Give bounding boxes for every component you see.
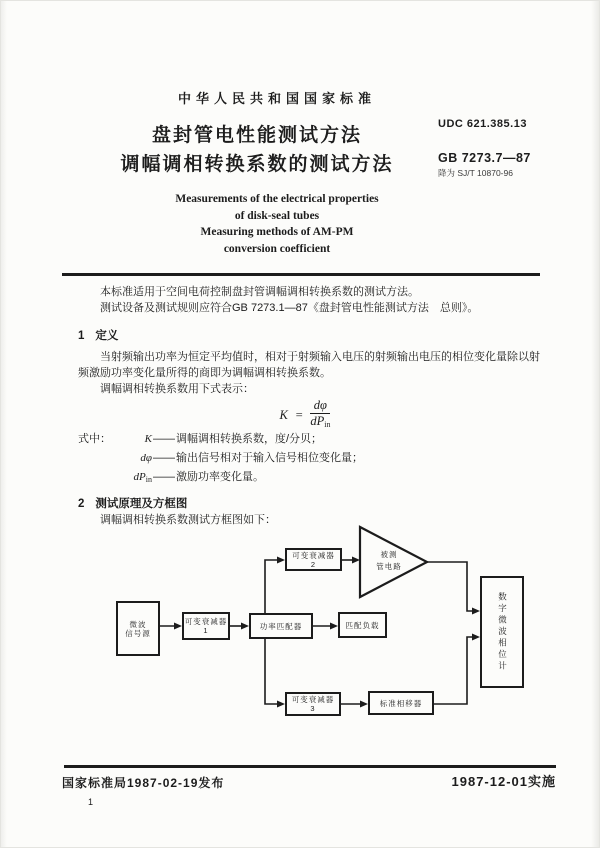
title-en-line1: Measurements of the electrical properties — [175, 193, 379, 205]
symbol-k-description: 调幅调相转换系数，度/分贝； — [176, 433, 323, 445]
where-row-dphi — [78, 450, 542, 469]
symbol-k: K — [144, 433, 152, 445]
dash: —— — [153, 433, 175, 445]
title-en-line4: conversion coefficient — [223, 242, 331, 255]
block-power-matcher: 功率匹配器 — [249, 613, 313, 639]
section-2-title: 测试原理及方框图 — [95, 498, 188, 510]
where-row-dpin — [78, 469, 542, 488]
section-1-title: 定义 — [95, 330, 119, 342]
title-en-line2: of disk-seal tubes — [234, 209, 320, 222]
standard-number: GB 7273.7—87 — [438, 151, 531, 165]
symbol-dpin-description: 激励功率变化量。 — [176, 471, 264, 483]
block-microwave-signal-source: 微波 信号源 — [116, 601, 160, 656]
definition-paragraph: 当射频输出功率为恒定平均值时，相对于射频输入电压的射频输出电压的相位变化量除以射频激励功率变化量所得的商即为调幅调相转换系数。 — [78, 351, 540, 379]
tube-under-test-label: 被测 管电路 — [376, 550, 402, 571]
formula-equals: = — [294, 408, 304, 423]
document-body — [0, 276, 600, 528]
test-block-diagram — [85, 516, 545, 746]
section-1-number: 1 — [78, 330, 85, 342]
dash: —— — [153, 452, 175, 464]
national-standard-label: 中华人民共和国国家标准 — [177, 91, 376, 106]
title-chinese — [62, 121, 452, 179]
title-cn-line2: 调幅调相转换系数的测试方法 — [120, 154, 394, 175]
document-header — [0, 0, 600, 273]
block-variable-attenuator-2: 可变衰减器 2 — [285, 548, 342, 571]
udc-code: UDC 621.385.13 — [438, 118, 527, 130]
diagram-intro: 调幅调相转换系数测试方框图如下： — [100, 514, 276, 526]
dash: —— — [153, 471, 175, 483]
section-2-heading — [78, 496, 542, 512]
page-number: 1 — [88, 797, 94, 807]
where-row-k — [78, 431, 542, 450]
formula-numerator: dφ — [313, 398, 327, 412]
section-2-number: 2 — [78, 498, 85, 510]
block-variable-attenuator-3: 可变衰减器 3 — [285, 692, 341, 716]
superseded-note: 降为 SJ/T 10870-96 — [438, 168, 513, 178]
block-variable-attenuator-1: 可变衰减器 1 — [182, 612, 230, 640]
block-digital-microwave-phase-meter: 数字微波相位计 — [480, 576, 524, 688]
title-cn-line1: 盘封管电性能测试方法 — [151, 125, 362, 146]
title-english — [62, 191, 492, 257]
footer-divider — [64, 765, 556, 768]
formula-fraction — [310, 399, 330, 431]
scope-paragraph-2: 测试设备及测试规则应符合GB 7273.1—87《盘封管电性能测试方法 总则》。 — [100, 302, 479, 314]
formula-lhs: K — [279, 408, 288, 423]
symbol-dphi: dφ — [140, 452, 152, 464]
title-en-line3: Measuring methods of AM-PM — [200, 226, 354, 238]
block-standard-phase-shifter: 标准相移器 — [368, 691, 434, 715]
symbol-dphi-description: 输出信号相对于输入信号相位变化量； — [176, 452, 363, 464]
formula-denominator: dPin — [310, 414, 331, 430]
effective-date: 1987-12-01实施 — [451, 774, 556, 789]
block-matched-load: 匹配负载 — [338, 612, 387, 638]
scope-paragraph-1: 本标准适用于空间电荷控制盘封管调幅调相转换系数的测试方法。 — [100, 286, 419, 298]
formula-intro: 调幅调相转换系数用下式表示： — [100, 383, 254, 395]
section-1-heading — [78, 328, 542, 344]
symbol-dpin: dPin — [133, 471, 152, 484]
formula — [68, 399, 542, 429]
issued-date: 国家标准局1987-02-19发布 — [62, 776, 225, 790]
standard-codes — [438, 118, 531, 179]
where-label: 式中： — [78, 433, 111, 445]
